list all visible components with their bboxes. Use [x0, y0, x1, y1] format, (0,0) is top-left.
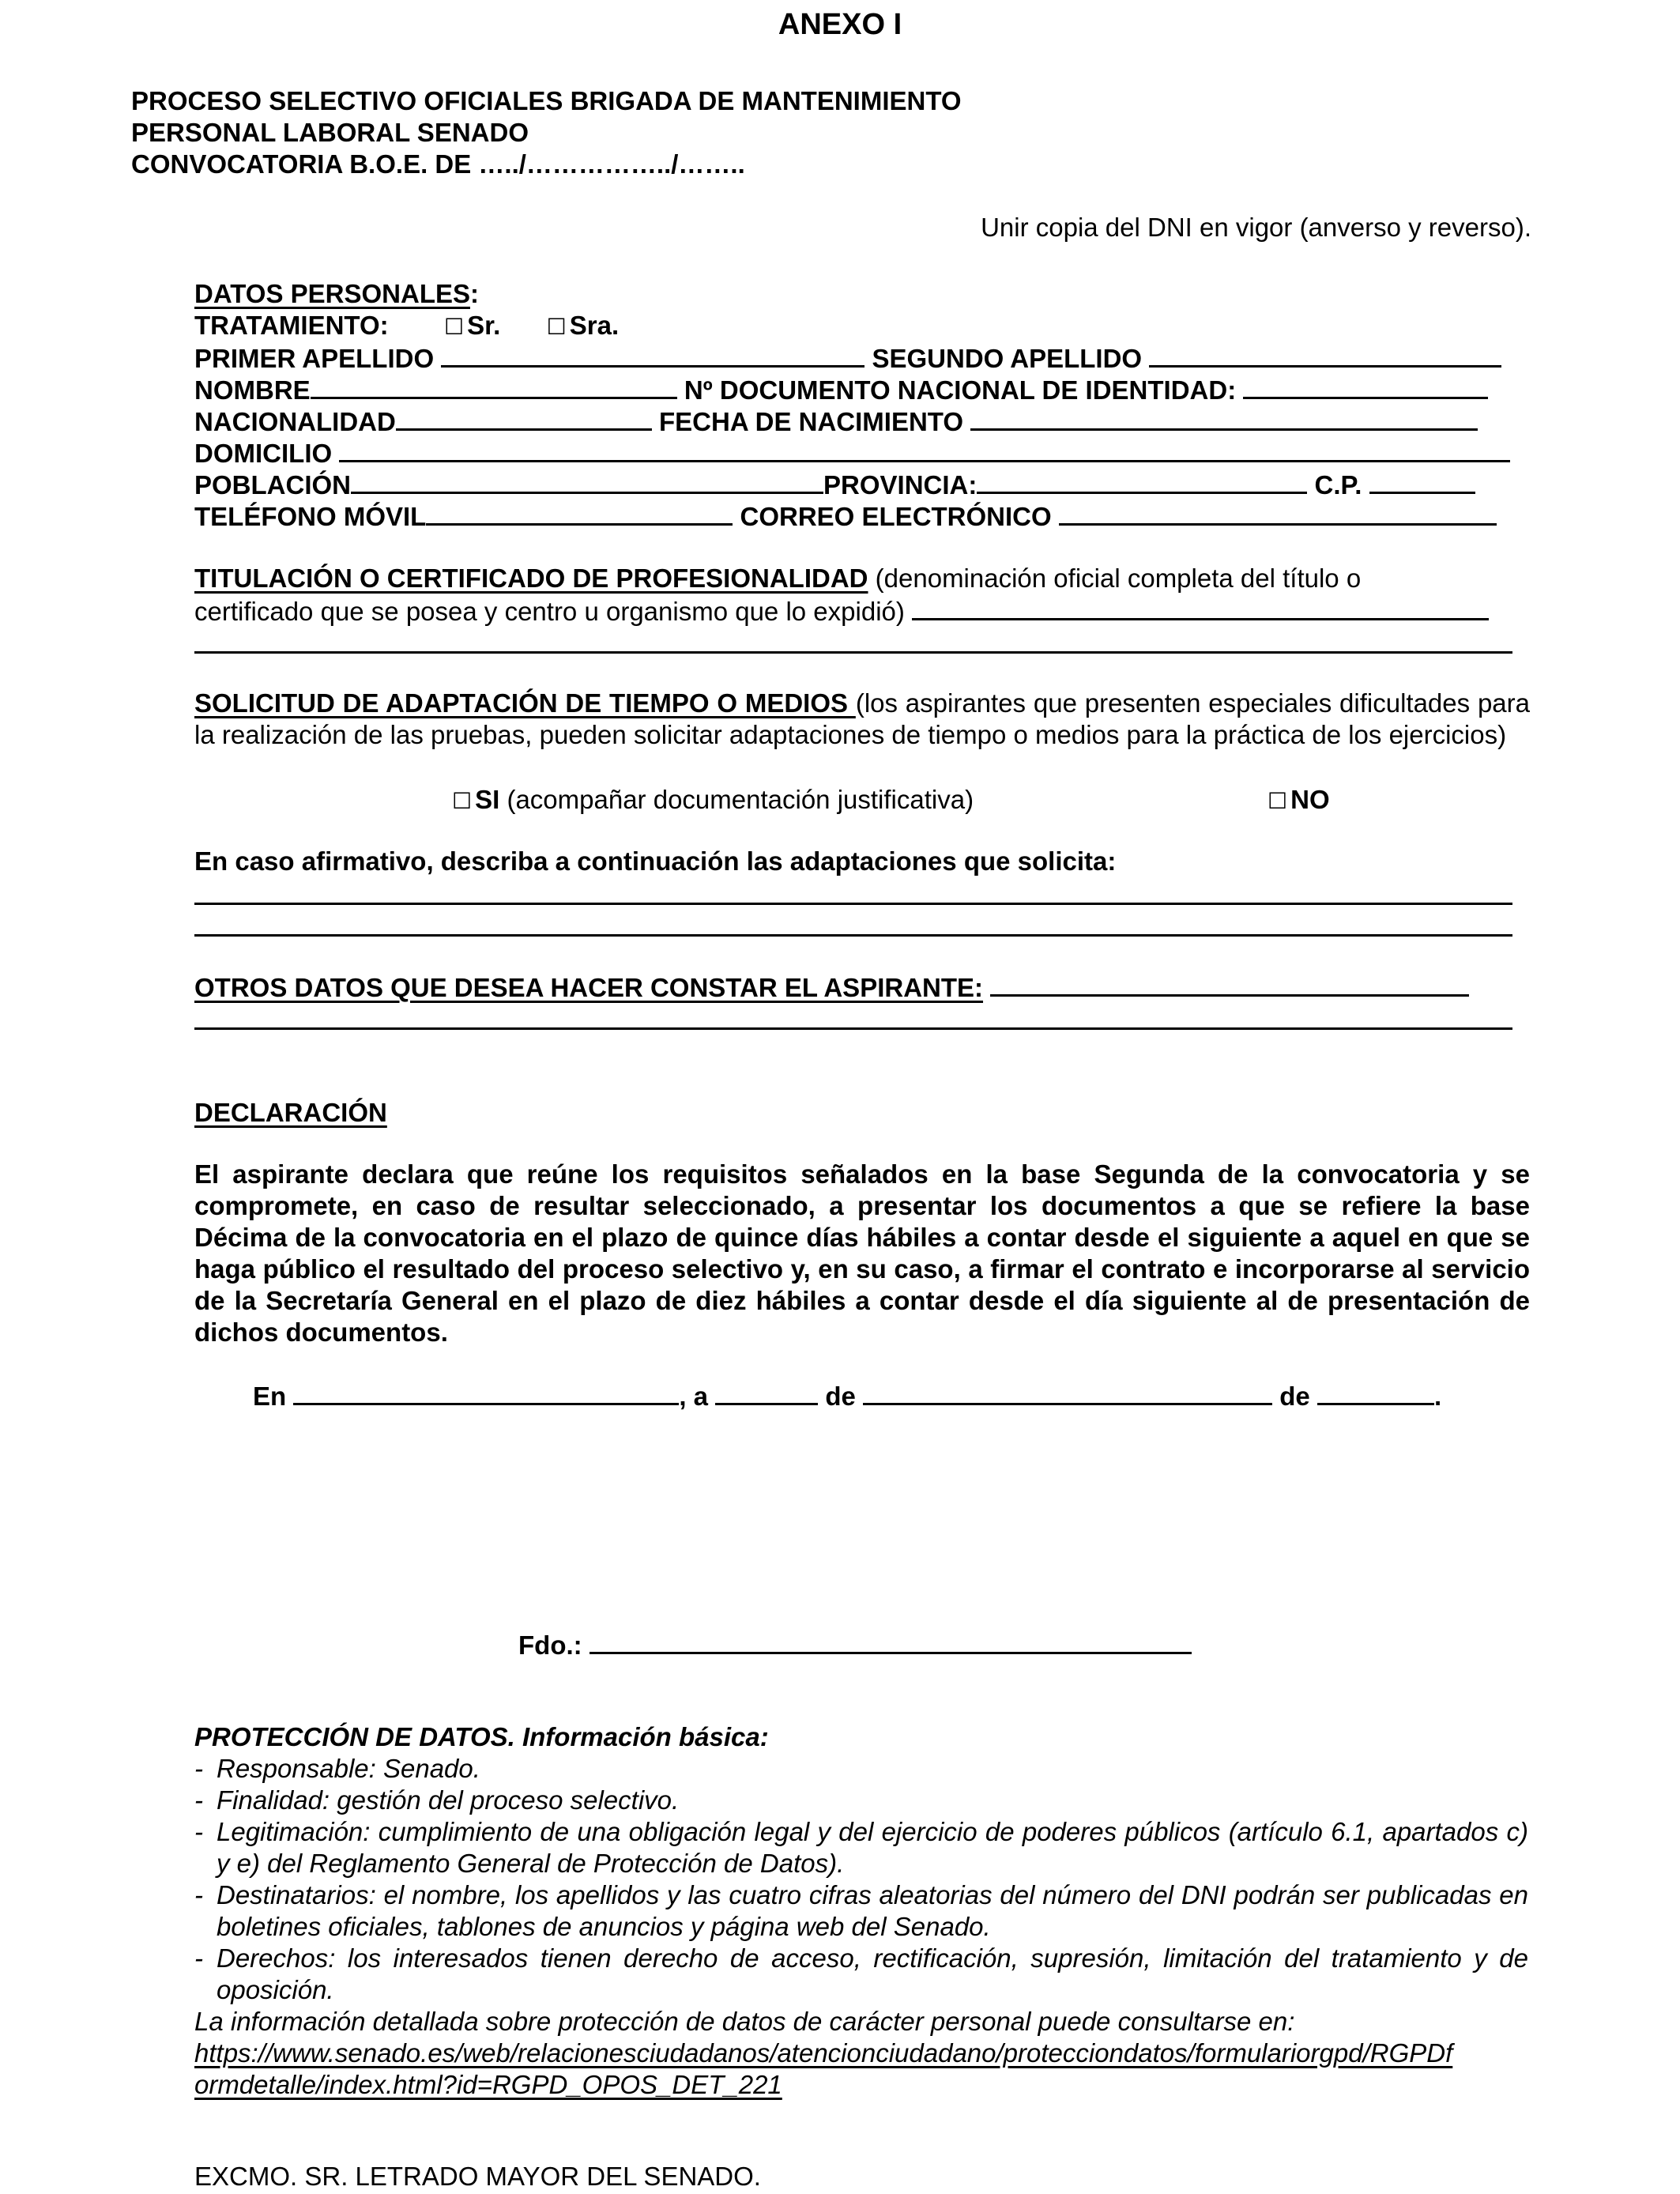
otros-heading: OTROS DATOS QUE DESEA HACER CONSTAR EL ASPIRANTE: — [194, 973, 984, 1002]
otros-field[interactable] — [990, 971, 1469, 997]
nombre-label: NOMBRE — [194, 375, 311, 405]
end-period: . — [1433, 1382, 1442, 1411]
nombre-row — [194, 373, 1488, 406]
proteccion-item-legitimacion: - Legitimación: cumplimiento de una obligación legal y del ejercicio de poderes públicos (artículo 6.1, apartados c) y e) del Reglamento General de Protección de Datos). — [194, 1816, 1528, 1879]
adaptacion-field-line-1[interactable] — [194, 903, 1512, 905]
personal-heading — [194, 278, 479, 310]
de-label-1: de — [825, 1382, 856, 1411]
de-label-2: de — [1279, 1382, 1310, 1411]
lugar-fecha-row — [253, 1379, 1441, 1412]
proteccion-section — [194, 1721, 1528, 2101]
cp-field[interactable] — [1369, 468, 1475, 494]
poblacion-field[interactable] — [351, 468, 823, 494]
otros-field-line-2[interactable] — [194, 1027, 1512, 1030]
nacionalidad-label: NACIONALIDAD — [194, 407, 396, 436]
proteccion-item-responsable: - Responsable: Senado. — [194, 1753, 1528, 1785]
proteccion-list — [194, 1753, 1528, 2006]
dia-field[interactable] — [715, 1379, 818, 1405]
adaptacion-paragraph — [194, 688, 1530, 751]
proteccion-heading: PROTECCIÓN DE DATOS. Información básica: — [194, 1722, 769, 1751]
cp-label: C.P. — [1314, 470, 1362, 499]
domicilio-label: DOMICILIO — [194, 439, 333, 468]
mes-field[interactable] — [863, 1379, 1272, 1405]
titulacion-text-1: (denominación oficial completa del título o — [868, 564, 1362, 593]
otros-row — [194, 971, 1469, 1004]
nombre-field[interactable] — [311, 373, 677, 399]
poblacion-row — [194, 468, 1475, 501]
footer-addressee: EXCMO. SR. LETRADO MAYOR DEL SENADO. — [194, 2162, 761, 2191]
checkbox-no-icon[interactable]: ☐ — [1268, 789, 1288, 813]
firma-row — [518, 1628, 1192, 1661]
declaracion-text: El aspirante declara que reúne los requisitos señalados en la base Segunda de la convocatoria y se compromete, en caso de resultar seleccionado, a presentar los documentos a que se refiere la base Décima de la convocatoria en el plazo de quince días hábiles a contar desde el siguiente a aquel en que se haga público el resultado del proceso selectivo y, en su caso, a firmar el contrato e incorporarse al servicio de la Secretaría General en el plazo de diez hábiles a contar desde el día siguiente al de presentación de dichos documentos. — [194, 1159, 1530, 1347]
adaptacion-heading: SOLICITUD DE ADAPTACIÓN DE TIEMPO O MEDIOS — [194, 688, 856, 718]
titulacion-line-2 — [194, 594, 1489, 628]
dni-field[interactable] — [1243, 373, 1488, 399]
dni-note: Unir copia del DNI en vigor (anverso y reverso). — [981, 213, 1531, 242]
provincia-field[interactable] — [977, 468, 1307, 494]
correo-label: CORREO ELECTRÓNICO — [740, 502, 1052, 531]
adaptacion-text: (los aspirantes que presenten especiales dificultades para la realización de las pruebas, pueden solicitar adaptaciones de tiempo o medios para la práctica de los ejercicios) — [194, 688, 1530, 749]
anio-field[interactable] — [1317, 1379, 1434, 1405]
proteccion-more: La información detallada sobre protección de datos de carácter personal puede consultarse en: — [194, 2007, 1295, 2036]
titulacion-text-2: certificado que se posea y centro u organismo que lo expidió) — [194, 597, 905, 626]
fecha-nacimiento-label: FECHA DE NACIMIENTO — [659, 407, 964, 436]
nacionalidad-row — [194, 405, 1478, 438]
telefono-row — [194, 499, 1497, 533]
firma-label: Fdo.: — [518, 1630, 582, 1660]
segundo-apellido-field[interactable] — [1149, 341, 1501, 368]
personal-heading-colon: : — [470, 279, 479, 308]
primer-apellido-label: PRIMER APELLIDO — [194, 344, 435, 373]
checkbox-sra-icon[interactable]: ☐ — [546, 315, 567, 339]
domicilio-field[interactable] — [339, 436, 1510, 462]
correo-field[interactable] — [1059, 499, 1497, 526]
tratamiento-row — [194, 310, 619, 343]
lugar-field[interactable] — [293, 1379, 679, 1405]
domicilio-row — [194, 436, 1510, 469]
option-sra: Sra. — [569, 311, 620, 340]
tratamiento-label: TRATAMIENTO: — [194, 311, 389, 340]
header-line-1: PROCESO SELECTIVO OFICIALES BRIGADA DE MANTENIMIENTO — [131, 86, 962, 115]
personal-heading-text: DATOS PERSONALES — [194, 279, 470, 308]
segundo-apellido-label: SEGUNDO APELLIDO — [872, 344, 1143, 373]
proteccion-url-line-1[interactable]: https://www.senado.es/web/relacionesciudadanos/atencionciudadano/protecciondatos/formulariorgpd/RGPDf — [194, 2038, 1453, 2068]
a-label: , a — [679, 1382, 709, 1411]
titulacion-heading: TITULACIÓN O CERTIFICADO DE PROFESIONALIDAD — [194, 564, 868, 593]
poblacion-label: POBLACIÓN — [194, 470, 351, 499]
adaptacion-describe: En caso afirmativo, describa a continuación las adaptaciones que solicita: — [194, 846, 1117, 876]
proteccion-link[interactable] — [194, 2038, 1528, 2101]
checkbox-si-icon[interactable]: ☐ — [452, 789, 473, 813]
en-label: En — [253, 1382, 287, 1411]
option-sr: Sr. — [467, 311, 501, 340]
checkbox-sr-icon[interactable]: ☐ — [443, 315, 465, 339]
header-line-2: PERSONAL LABORAL SENADO — [131, 118, 529, 147]
proteccion-item-derechos: - Derechos: los interesados tienen derecho de acceso, rectificación, supresión, limitación del tratamiento y de oposición. — [194, 1943, 1528, 2006]
provincia-label: PROVINCIA: — [823, 470, 977, 499]
titulacion-line-1 — [194, 563, 1361, 594]
titulacion-field[interactable] — [912, 594, 1489, 620]
declaracion-heading: DECLARACIÓN — [194, 1098, 387, 1127]
adaptacion-no-option — [1268, 784, 1330, 817]
si-label: SI — [475, 785, 500, 814]
proteccion-item-destinatarios: - Destinatarios: el nombre, los apellidos y las cuatro cifras aleatorias del número del DNI podrán ser publicadas en boletines oficiales, tablones de anuncios y página web del Senado. — [194, 1879, 1528, 1943]
telefono-field[interactable] — [426, 499, 733, 526]
firma-field[interactable] — [590, 1628, 1192, 1654]
dni-label: Nº DOCUMENTO NACIONAL DE IDENTIDAD: — [684, 375, 1237, 405]
page-title: ANEXO I — [778, 8, 902, 41]
titulacion-field-line-2[interactable] — [194, 651, 1512, 654]
telefono-label: TELÉFONO MÓVIL — [194, 502, 427, 531]
no-label: NO — [1290, 785, 1330, 814]
si-note: (acompañar documentación justificativa) — [499, 785, 974, 814]
proteccion-item-finalidad: - Finalidad: gestión del proceso selectivo. — [194, 1785, 1528, 1816]
proteccion-url-line-2[interactable]: ormdetalle/index.html?id=RGPD_OPOS_DET_221 — [194, 2070, 782, 2099]
fecha-nacimiento-field[interactable] — [970, 405, 1478, 431]
nacionalidad-field[interactable] — [396, 405, 652, 431]
apellidos-row — [194, 341, 1501, 375]
primer-apellido-field[interactable] — [441, 341, 864, 368]
adaptacion-si-option — [452, 784, 974, 817]
header-line-3: CONVOCATORIA B.O.E. DE …../……………../…….. — [131, 149, 745, 179]
adaptacion-field-line-2[interactable] — [194, 934, 1512, 937]
